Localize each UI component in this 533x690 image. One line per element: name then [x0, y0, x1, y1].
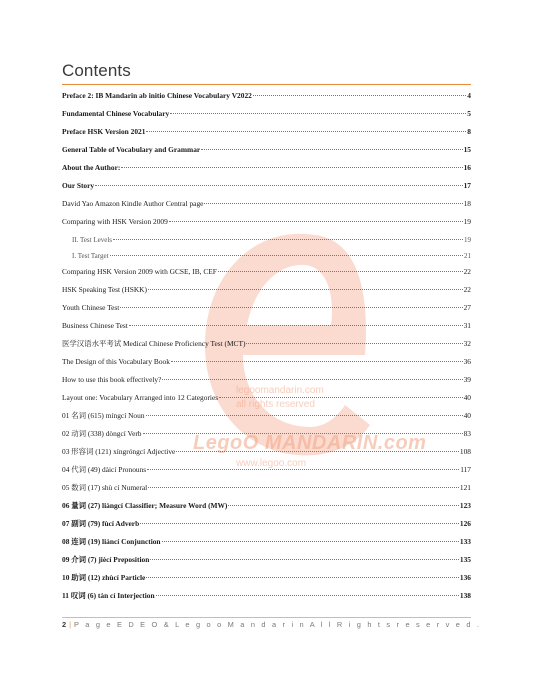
toc-entry-label: HSK Speaking Test (HSKK): [62, 285, 147, 294]
toc-leader-dots: [162, 541, 459, 542]
toc-entry-page: 21: [464, 252, 471, 260]
toc-entry-page: 19: [464, 236, 471, 244]
toc-entry-page: 4: [467, 91, 471, 100]
page-title: Contents: [62, 61, 131, 80]
toc-leader-dots: [146, 415, 463, 416]
toc-leader-dots: [219, 397, 462, 398]
toc-entry-page: 135: [459, 555, 471, 564]
toc-entry-page: 8: [467, 127, 471, 136]
toc-entry-label: 03 形容词 (121) xíngróngcí Adjective: [62, 447, 176, 456]
toc-entry-label: Fundamental Chinese Vocabulary: [62, 109, 170, 118]
toc-entry-page: 16: [463, 163, 471, 172]
toc-leader-dots: [253, 95, 466, 96]
toc-entry-label: 02 动词 (338) dòngcí Verb: [62, 429, 142, 438]
toc-entry[interactable]: [62, 215, 471, 229]
toc-leader-dots: [121, 167, 462, 168]
watermark-brand: LegoO MANDARIN.com: [193, 432, 427, 454]
toc-entry-page: 138: [459, 591, 471, 600]
toc-leader-dots: [246, 343, 462, 344]
toc-entry-label: Preface 2: IB Mandarin ab initio Chinese Vocabulary V2022: [62, 91, 252, 100]
toc-leader-dots: [148, 487, 459, 488]
toc-leader-dots: [129, 325, 463, 326]
toc-entry-label: 09 介词 (7) jiècí Preposition: [62, 555, 150, 564]
toc-entry-page: 5: [467, 109, 471, 118]
toc-leader-dots: [140, 523, 459, 524]
toc-entry-page: 39: [463, 375, 471, 384]
toc-entry[interactable]: [62, 427, 471, 441]
toc-entry-label: 06 量词 (27) liàngcí Classifier; Measure Word (MW): [62, 501, 228, 510]
toc-entry-page: 136: [459, 573, 471, 582]
toc-leader-dots: [148, 289, 463, 290]
toc-entry-page: 27: [463, 303, 471, 312]
toc-entry-label: Youth Chinese Test: [62, 303, 120, 312]
toc-entry-label: 01 名词 (615) míngcí Noun: [62, 411, 145, 420]
toc-entry-page: 22: [463, 267, 471, 276]
toc-leader-dots: [110, 255, 463, 256]
toc-leader-dots: [143, 433, 463, 434]
footer-separator: |: [69, 620, 72, 629]
toc-entry[interactable]: [62, 143, 471, 157]
toc-entry[interactable]: [62, 391, 471, 405]
toc-entry[interactable]: [62, 197, 471, 211]
toc-entry[interactable]: [62, 89, 471, 103]
toc-entry-label: Preface HSK Version 2021: [62, 127, 146, 136]
toc-entry[interactable]: [62, 481, 471, 495]
toc-leader-dots: [147, 469, 459, 470]
toc-entry-label: General Table of Vocabulary and Grammar: [62, 145, 201, 154]
toc-entry-label: 10 助词 (12) zhùcí Particle: [62, 573, 146, 582]
toc-entry-label: How to use this book effectively?: [62, 375, 162, 384]
toc-leader-dots: [169, 221, 463, 222]
toc-entry[interactable]: [62, 517, 471, 531]
toc-leader-dots: [204, 203, 462, 204]
toc-entry[interactable]: [62, 179, 471, 193]
toc-entry[interactable]: [62, 337, 471, 351]
footer-page-number: 2: [62, 620, 67, 629]
toc-entry-label: I. Test Target: [72, 252, 109, 260]
toc-entry-page: 18: [463, 199, 471, 208]
toc-entry-label: 07 副词 (79) fùcí Adverb: [62, 519, 140, 528]
toc-leader-dots: [95, 185, 463, 186]
toc-leader-dots: [120, 307, 462, 308]
toc-entry-label: Our Story: [62, 181, 95, 190]
toc-entry-label: Business Chinese Test: [62, 321, 128, 330]
toc-entry-label: 医学汉语水平考试 Medical Chinese Proficiency Test (MCT): [62, 339, 246, 348]
toc-leader-dots: [218, 271, 463, 272]
toc-leader-dots: [171, 361, 463, 362]
footer-rule: [62, 617, 471, 618]
toc-entry[interactable]: [62, 445, 471, 459]
toc-entry-page: 83: [463, 429, 471, 438]
toc-entry[interactable]: [62, 319, 471, 333]
toc-leader-dots: [156, 595, 459, 596]
page-footer: [62, 620, 481, 629]
toc-entry-page: 19: [463, 217, 471, 226]
toc-entry-label: Comparing HSK Version 2009 with GCSE, IB, CEF: [62, 267, 217, 276]
toc-entry[interactable]: [62, 283, 471, 297]
toc-entry-label: The Design of this Vocabulary Book: [62, 357, 170, 366]
toc-entry-page: 15: [463, 145, 471, 154]
watermark-text-2: all rights reserved: [236, 399, 315, 410]
toc-entry-page: 121: [459, 483, 471, 492]
toc-entry[interactable]: [62, 107, 471, 121]
toc-leader-dots: [146, 577, 459, 578]
toc-entry-label: Layout one: Vocabulary Arranged into 12 Categories: [62, 393, 219, 402]
toc-entry[interactable]: [62, 373, 471, 387]
toc-entry-label: II. Test Levels: [72, 236, 113, 244]
toc-entry[interactable]: [62, 571, 471, 585]
toc-entry-page: 32: [463, 339, 471, 348]
toc-entry-label: About the Author:: [62, 163, 121, 172]
toc-entry-label: 08 连词 (19) liáncí Conjunction: [62, 537, 161, 546]
toc-entry[interactable]: [62, 125, 471, 139]
toc-entry-page: 22: [463, 285, 471, 294]
toc-leader-dots: [162, 379, 462, 380]
toc-entry-label: 05 数词 (17) shù cí Numeral: [62, 483, 148, 492]
toc-entry-page: 40: [463, 411, 471, 420]
toc-entry[interactable]: [62, 463, 471, 477]
toc-leader-dots: [150, 559, 459, 560]
footer-text: P a g e E D E O & L e g o o M a n d a r i n A l l R i g h t s r e s e r v e d .: [74, 620, 482, 629]
toc-entry-page: 123: [459, 501, 471, 510]
toc-leader-dots: [146, 131, 466, 132]
toc-entry-page: 31: [463, 321, 471, 330]
toc-entry[interactable]: [62, 535, 471, 549]
toc-entry[interactable]: [62, 355, 471, 369]
toc-entry[interactable]: [62, 301, 471, 315]
toc-leader-dots: [228, 505, 459, 506]
toc-entry[interactable]: [62, 589, 471, 603]
toc-entry[interactable]: [72, 233, 471, 247]
toc-entry-label: 11 叹词 (6) tàn cí Interjection: [62, 591, 155, 600]
toc-entry-page: 40: [463, 393, 471, 402]
toc-entry[interactable]: [62, 161, 471, 175]
toc-entry[interactable]: [62, 553, 471, 567]
toc-entry[interactable]: [72, 249, 471, 263]
toc-entry-page: 36: [463, 357, 471, 366]
toc-entry-page: 117: [460, 465, 471, 474]
toc-entry-label: 04 代词 (49) dàicí Pronouns: [62, 465, 147, 474]
toc-leader-dots: [176, 451, 459, 452]
watermark-text-1: legoomandarin.com: [236, 385, 324, 396]
toc-entry[interactable]: [62, 409, 471, 423]
toc-leader-dots: [201, 149, 462, 150]
toc-entry[interactable]: [62, 265, 471, 279]
toc-entry-page: 126: [459, 519, 471, 528]
toc-entry-label: David Yao Amazon Kindle Author Central page: [62, 199, 204, 208]
toc-entry-page: 108: [459, 447, 471, 456]
toc-leader-dots: [113, 239, 463, 240]
toc-entry-page: 133: [459, 537, 471, 546]
toc-entry-page: 17: [463, 181, 471, 190]
toc-entry[interactable]: [62, 499, 471, 513]
watermark-text-3: www.legoo.com: [236, 458, 307, 469]
toc-entry-label: Comparing with HSK Version 2009: [62, 217, 168, 226]
toc-leader-dots: [170, 113, 466, 114]
title-underline: [62, 84, 471, 85]
